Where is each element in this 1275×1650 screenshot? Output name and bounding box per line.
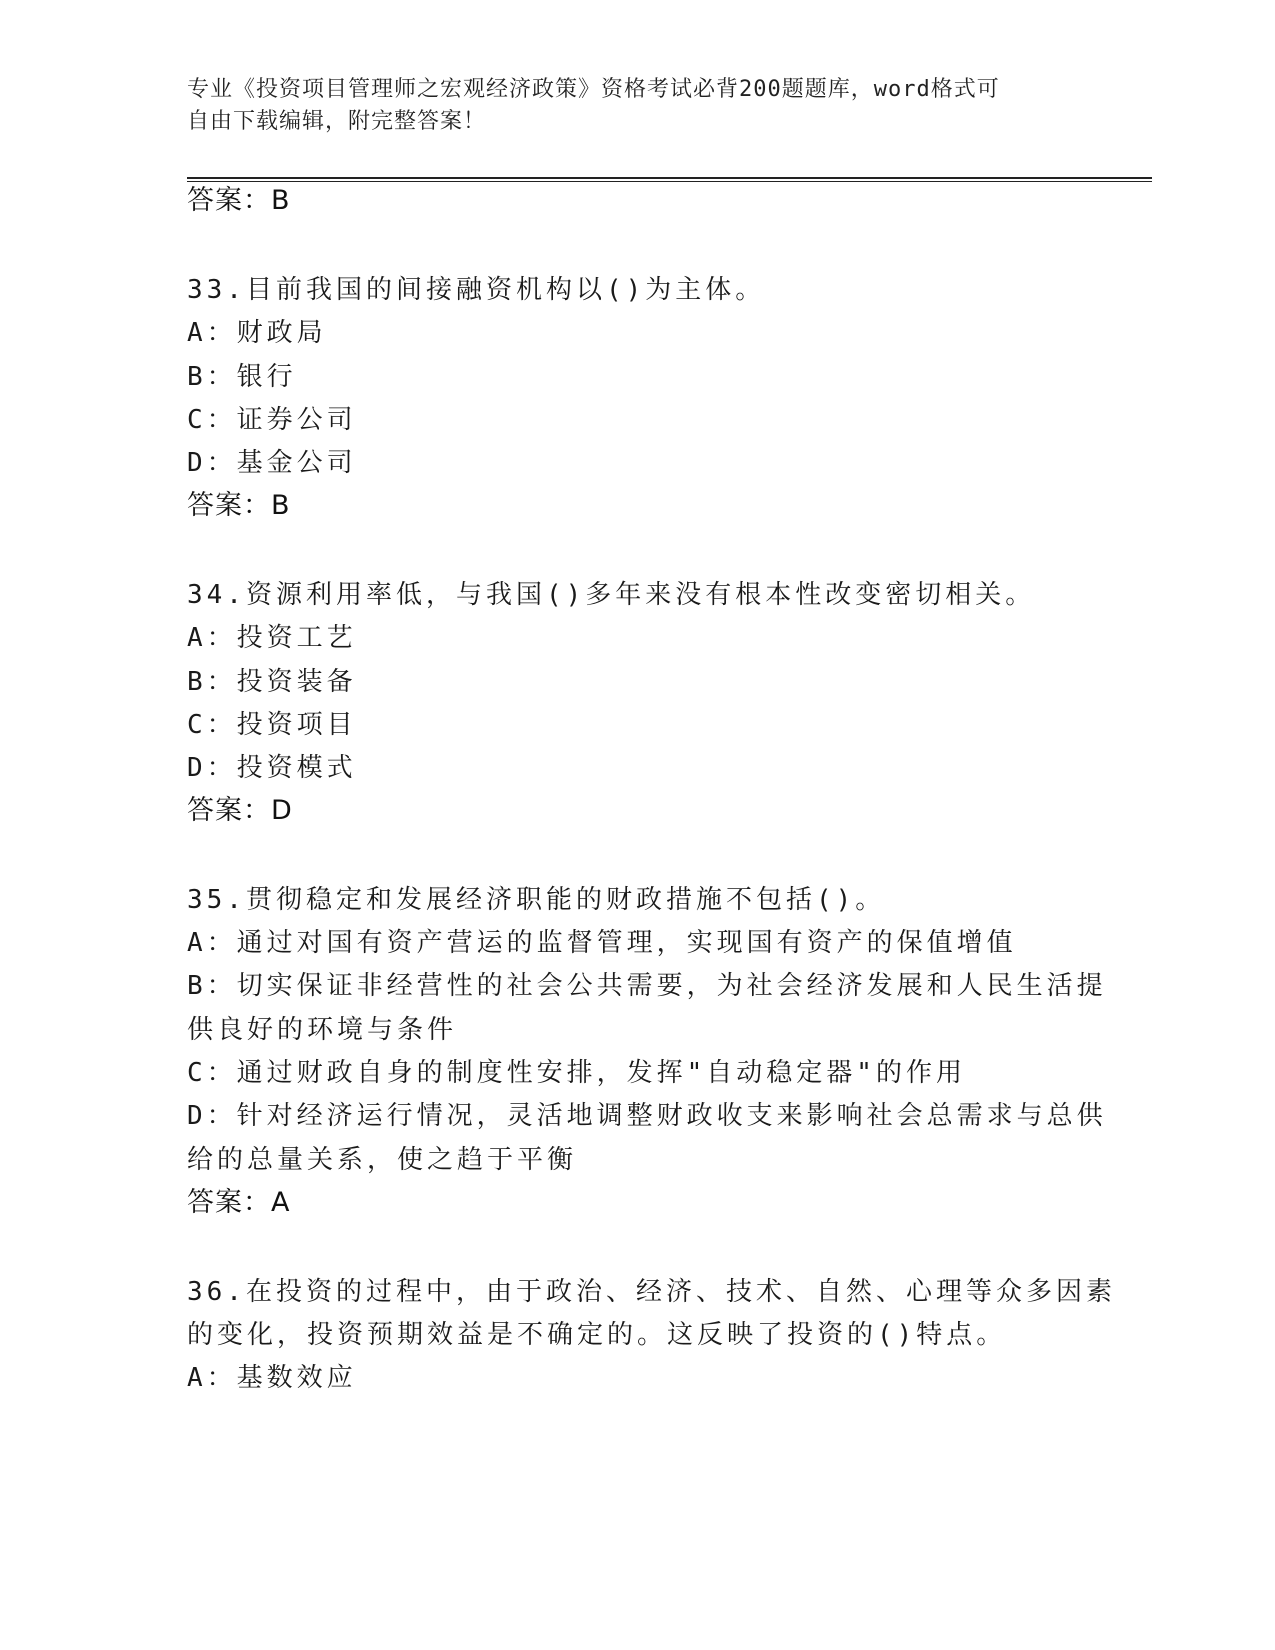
question-35-option-d-line-2: 给的总量关系，使之趋于平衡 bbox=[187, 1145, 578, 1175]
answer-previous: 答案：B bbox=[187, 185, 291, 216]
question-35-option-b-line-2: 供良好的环境与条件 bbox=[187, 1015, 458, 1045]
question-34-stem: 34.资源利用率低，与我国()多年来没有根本性改变密切相关。 bbox=[187, 580, 1036, 610]
question-34-option-c: C：投资项目 bbox=[187, 710, 357, 740]
question-36-stem-line-2: 的变化，投资预期效益是不确定的。这反映了投资的()特点。 bbox=[187, 1320, 1007, 1350]
question-35-option-c: C：通过财政自身的制度性安排，发挥"自动稳定器"的作用 bbox=[187, 1058, 966, 1088]
question-35-answer: 答案：A bbox=[187, 1187, 291, 1218]
question-34-option-a: A：投资工艺 bbox=[187, 623, 357, 653]
question-33-option-b: B：银行 bbox=[187, 362, 297, 392]
question-35-stem: 35.贯彻稳定和发展经济职能的财政措施不包括()。 bbox=[187, 885, 886, 915]
header-line-2: 自由下载编辑，附完整答案！ bbox=[187, 109, 487, 134]
question-33-answer: 答案：B bbox=[187, 490, 291, 521]
question-34-answer: 答案：D bbox=[187, 795, 293, 826]
question-36-stem-line-1: 36.在投资的过程中，由于政治、经济、技术、自然、心理等众多因素 bbox=[187, 1277, 1116, 1307]
question-33-option-d: D：基金公司 bbox=[187, 448, 357, 478]
question-36-option-a: A：基数效应 bbox=[187, 1363, 357, 1393]
header-line-1: 专业《投资项目管理师之宏观经济政策》资格考试必背200题题库，word格式可 bbox=[187, 77, 1000, 102]
question-34-option-d: D：投资模式 bbox=[187, 753, 357, 783]
document-header bbox=[187, 74, 1067, 138]
question-33-stem: 33.目前我国的间接融资机构以()为主体。 bbox=[187, 275, 766, 305]
question-34-option-b: B：投资装备 bbox=[187, 667, 357, 697]
question-33-option-c: C：证券公司 bbox=[187, 405, 357, 435]
header-rule bbox=[187, 177, 1152, 182]
question-35-option-a: A：通过对国有资产营运的监督管理，实现国有资产的保值增值 bbox=[187, 928, 1017, 958]
question-35-option-b-line-1: B：切实保证非经营性的社会公共需要，为社会经济发展和人民生活提 bbox=[187, 971, 1107, 1001]
question-35-option-d-line-1: D：针对经济运行情况，灵活地调整财政收支来影响社会总需求与总供 bbox=[187, 1101, 1107, 1131]
question-33-option-a: A：财政局 bbox=[187, 318, 327, 348]
